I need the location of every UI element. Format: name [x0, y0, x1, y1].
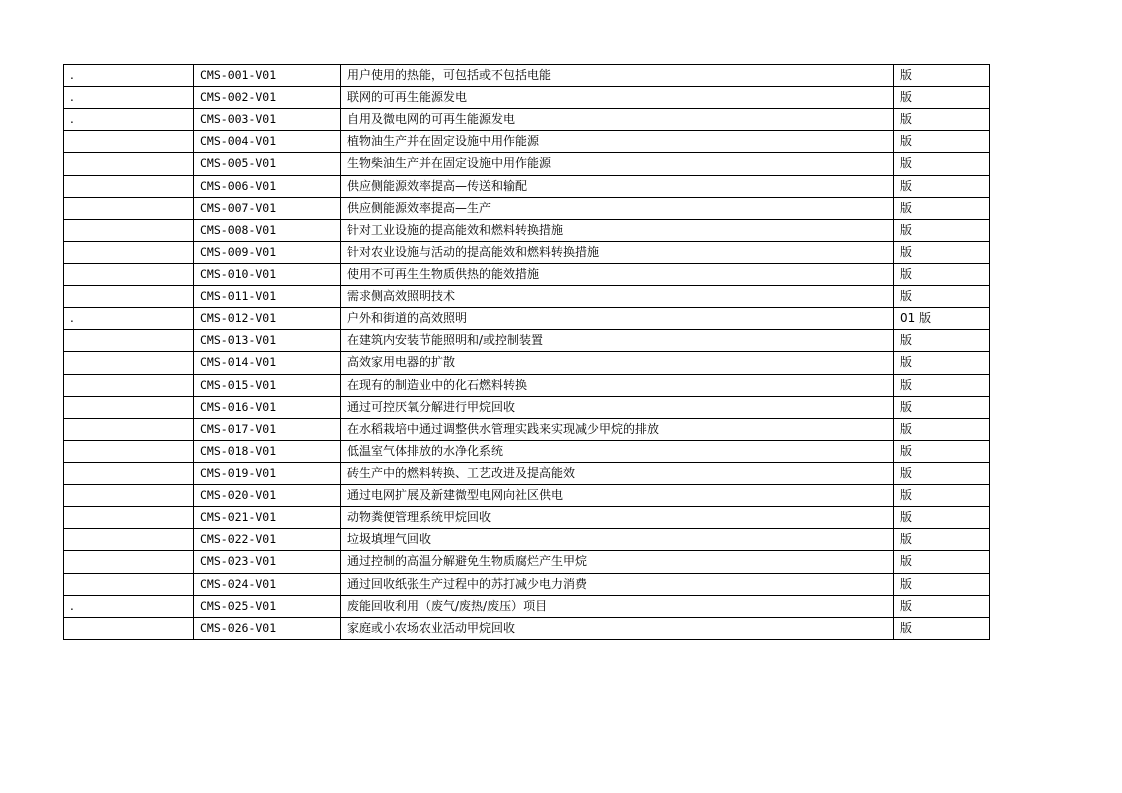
version-cell: 版 [894, 573, 990, 595]
marker-cell: . [64, 595, 194, 617]
marker-cell [64, 485, 194, 507]
table-row [64, 352, 990, 374]
version-cell: 版 [894, 219, 990, 241]
version-cell: 版 [894, 352, 990, 374]
table-row [64, 551, 990, 573]
code-cell: CMS-015-V01 [194, 374, 341, 396]
title-cell: 供应侧能源效率提高—生产 [341, 197, 894, 219]
version-cell: 版 [894, 440, 990, 462]
table-row [64, 485, 990, 507]
title-cell: 动物粪便管理系统甲烷回收 [341, 507, 894, 529]
code-cell: CMS-002-V01 [194, 87, 341, 109]
title-cell: 需求侧高效照明技术 [341, 286, 894, 308]
version-cell: 版 [894, 286, 990, 308]
version-cell: 版 [894, 65, 990, 87]
marker-cell [64, 573, 194, 595]
title-cell: 垃圾填埋气回收 [341, 529, 894, 551]
code-cell: CMS-013-V01 [194, 330, 341, 352]
marker-cell [64, 462, 194, 484]
table-row [64, 573, 990, 595]
table-row [64, 617, 990, 639]
marker-cell [64, 440, 194, 462]
version-cell: 版 [894, 153, 990, 175]
table-row [64, 131, 990, 153]
marker-cell [64, 418, 194, 440]
title-cell: 使用不可再生生物质供热的能效措施 [341, 263, 894, 285]
title-cell: 植物油生产并在固定设施中用作能源 [341, 131, 894, 153]
marker-cell [64, 153, 194, 175]
table-row [64, 507, 990, 529]
version-cell: 版 [894, 595, 990, 617]
version-cell: 版 [894, 131, 990, 153]
title-cell: 低温室气体排放的水净化系统 [341, 440, 894, 462]
version-cell: 版 [894, 175, 990, 197]
version-cell: 版 [894, 87, 990, 109]
title-cell: 针对农业设施与活动的提高能效和燃料转换措施 [341, 241, 894, 263]
title-cell: 砖生产中的燃料转换、工艺改进及提高能效 [341, 462, 894, 484]
table-row [64, 440, 990, 462]
title-cell: 生物柴油生产并在固定设施中用作能源 [341, 153, 894, 175]
code-cell: CMS-026-V01 [194, 617, 341, 639]
table-row [64, 418, 990, 440]
version-cell: 版 [894, 529, 990, 551]
title-cell: 通过可控厌氧分解进行甲烷回收 [341, 396, 894, 418]
code-cell: CMS-011-V01 [194, 286, 341, 308]
code-cell: CMS-001-V01 [194, 65, 341, 87]
marker-cell [64, 617, 194, 639]
marker-cell [64, 529, 194, 551]
version-cell: 版 [894, 263, 990, 285]
title-cell: 在现有的制造业中的化石燃料转换 [341, 374, 894, 396]
marker-cell [64, 219, 194, 241]
marker-cell [64, 263, 194, 285]
table-row [64, 153, 990, 175]
code-cell: CMS-004-V01 [194, 131, 341, 153]
version-cell: 版 [894, 396, 990, 418]
marker-cell: . [64, 109, 194, 131]
version-cell: 版 [894, 551, 990, 573]
title-cell: 高效家用电器的扩散 [341, 352, 894, 374]
table-row [64, 65, 990, 87]
table-row [64, 87, 990, 109]
version-cell: 版 [894, 462, 990, 484]
methodology-table-sheet [63, 64, 990, 640]
marker-cell [64, 197, 194, 219]
version-cell: 版 [894, 507, 990, 529]
version-cell: 版 [894, 197, 990, 219]
code-cell: CMS-019-V01 [194, 462, 341, 484]
marker-cell [64, 286, 194, 308]
title-cell: 通过电网扩展及新建微型电网向社区供电 [341, 485, 894, 507]
table-row [64, 219, 990, 241]
table-row [64, 396, 990, 418]
title-cell: 联网的可再生能源发电 [341, 87, 894, 109]
table-row [64, 286, 990, 308]
title-cell: 供应侧能源效率提高—传送和输配 [341, 175, 894, 197]
title-cell: 通过控制的高温分解避免生物质腐烂产生甲烷 [341, 551, 894, 573]
marker-cell [64, 352, 194, 374]
code-cell: CMS-012-V01 [194, 308, 341, 330]
table-row [64, 308, 990, 330]
marker-cell [64, 551, 194, 573]
table-row [64, 263, 990, 285]
title-cell: 在建筑内安装节能照明和/或控制装置 [341, 330, 894, 352]
table-row [64, 462, 990, 484]
version-cell: 版 [894, 109, 990, 131]
title-cell: 家庭或小农场农业活动甲烷回收 [341, 617, 894, 639]
table-row [64, 529, 990, 551]
marker-cell [64, 175, 194, 197]
title-cell: 户外和街道的高效照明 [341, 308, 894, 330]
table-row [64, 197, 990, 219]
marker-cell [64, 374, 194, 396]
title-cell: 自用及微电网的可再生能源发电 [341, 109, 894, 131]
code-cell: CMS-017-V01 [194, 418, 341, 440]
marker-cell [64, 241, 194, 263]
code-cell: CMS-022-V01 [194, 529, 341, 551]
marker-cell [64, 131, 194, 153]
code-cell: CMS-020-V01 [194, 485, 341, 507]
table-row [64, 241, 990, 263]
code-cell: CMS-024-V01 [194, 573, 341, 595]
code-cell: CMS-016-V01 [194, 396, 341, 418]
marker-cell: . [64, 308, 194, 330]
code-cell: CMS-018-V01 [194, 440, 341, 462]
title-cell: 通过回收纸张生产过程中的苏打减少电力消费 [341, 573, 894, 595]
code-cell: CMS-009-V01 [194, 241, 341, 263]
marker-cell [64, 507, 194, 529]
marker-cell [64, 330, 194, 352]
version-cell: 版 [894, 374, 990, 396]
marker-cell: . [64, 65, 194, 87]
table-row [64, 374, 990, 396]
code-cell: CMS-006-V01 [194, 175, 341, 197]
code-cell: CMS-021-V01 [194, 507, 341, 529]
code-cell: CMS-007-V01 [194, 197, 341, 219]
code-cell: CMS-014-V01 [194, 352, 341, 374]
code-cell: CMS-010-V01 [194, 263, 341, 285]
code-cell: CMS-003-V01 [194, 109, 341, 131]
code-cell: CMS-005-V01 [194, 153, 341, 175]
version-cell: 版 [894, 617, 990, 639]
table-row [64, 595, 990, 617]
title-cell: 用户使用的热能，可包括或不包括电能 [341, 65, 894, 87]
methodology-table [63, 64, 990, 640]
title-cell: 针对工业设施的提高能效和燃料转换措施 [341, 219, 894, 241]
table-row [64, 175, 990, 197]
title-cell: 废能回收利用（废气/废热/废压）项目 [341, 595, 894, 617]
marker-cell [64, 396, 194, 418]
version-cell: 版 [894, 418, 990, 440]
table-row [64, 330, 990, 352]
version-cell: 01 版 [894, 308, 990, 330]
table-row [64, 109, 990, 131]
title-cell: 在水稻栽培中通过调整供水管理实践来实现减少甲烷的排放 [341, 418, 894, 440]
version-cell: 版 [894, 330, 990, 352]
version-cell: 版 [894, 485, 990, 507]
marker-cell: . [64, 87, 194, 109]
code-cell: CMS-023-V01 [194, 551, 341, 573]
code-cell: CMS-008-V01 [194, 219, 341, 241]
methodology-table-body [64, 65, 990, 640]
version-cell: 版 [894, 241, 990, 263]
code-cell: CMS-025-V01 [194, 595, 341, 617]
